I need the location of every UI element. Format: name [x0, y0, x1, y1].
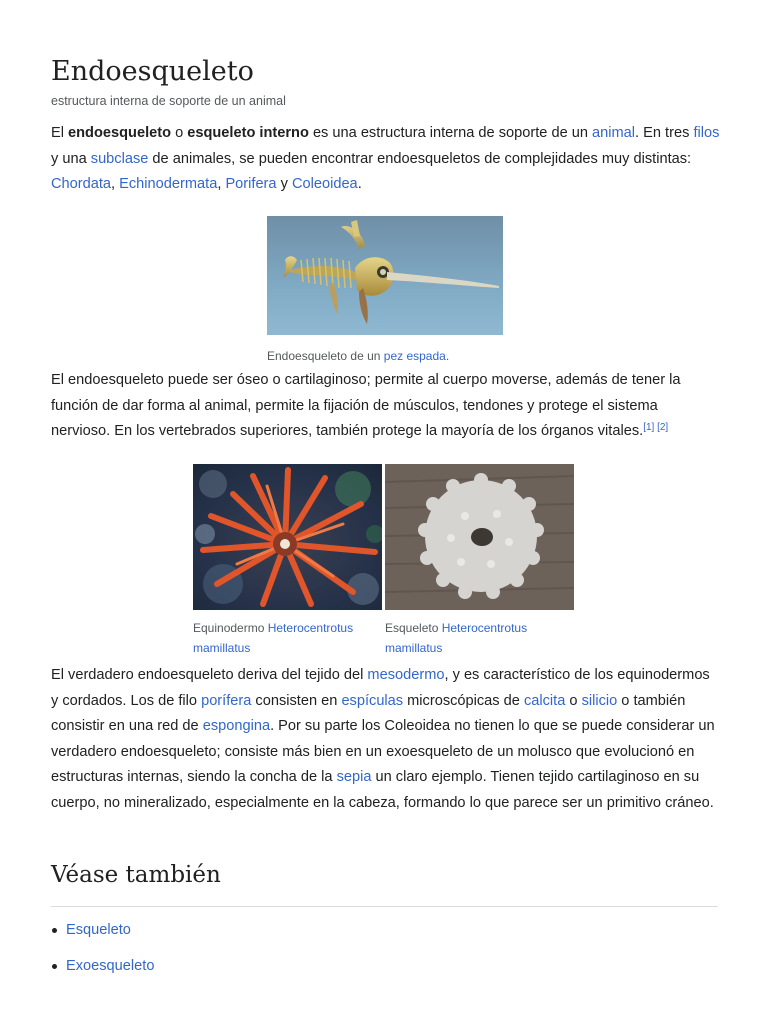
urchin-test-figure	[385, 464, 574, 658]
link-coleoidea[interactable]: Coleoidea	[291, 176, 358, 192]
link-echinodermata[interactable]: Echinodermata	[119, 176, 218, 192]
link-animal[interactable]: animal	[592, 125, 636, 141]
true-endoskeleton-paragraph: El verdadero endoesqueleto deriva del tejido del mesodermo, y es característico de los equinodermos y cordados. Los de filo porífera consisten en espículas microscópicas de calcita o silicio o también consistir en una red de espongina. Por su parte los Coleoidea no tienen lo que se puede considerar un verdadero endoesqueleto; consiste más bien en un exoesqueleto de un molusco que evolucionó en estructuras internas, siendo la concha de la sepia un claro ejemplo. Tienen tejido cartilaginoso en su cuerpo, no mineralizado, especialmente en la cabeza, formando lo que parece ser un primitivo cráneo.	[51, 667, 715, 811]
page-subtitle: estructura interna de soporte de un animal	[51, 94, 286, 108]
urchin-test-image[interactable]	[385, 464, 574, 615]
page-title: Endoesqueleto	[51, 56, 254, 87]
link-espongina[interactable]: espongina	[202, 718, 271, 734]
see-also-list	[51, 916, 154, 988]
link-heterocentrotus-2[interactable]: Heterocentrotus mamillatus	[385, 621, 528, 655]
see-also-heading: Véase también	[51, 862, 221, 888]
bullet-icon	[52, 928, 57, 933]
skeleton-function-paragraph: El endoesqueleto puede ser óseo o cartilaginoso; permite al cuerpo moverse, además de tener la función de dar forma al animal, permite la fijación de músculos, tendones y protege el sistema nervioso. En los vertebrados superiores, también protege la mayoría de los órganos vitales.[1] [2]	[51, 372, 681, 439]
list-item	[51, 916, 154, 952]
reference-2[interactable]: [2]	[657, 422, 669, 433]
link-mesodermo[interactable]: mesodermo	[367, 667, 445, 683]
bullet-icon	[52, 964, 57, 969]
link-especulas[interactable]: espículas	[341, 692, 404, 709]
bold-term-endoesqueleto: endoesqueleto	[68, 125, 172, 141]
link-esqueleto[interactable]: Esqueleto	[66, 922, 131, 938]
link-porifera-2[interactable]: porífera	[201, 692, 252, 709]
swordfish-caption: Endoesqueleto de un pez espada.	[267, 349, 450, 363]
intro-paragraph: El endoesqueleto o esqueleto interno es una estructura interna de soporte de un animal. En tres filos y una subclase de animales, se pueden encontrar endoesqueletos de complejidades muy distintas: Chordata, Echinodermata, Porifera y Coleoidea.	[51, 125, 720, 192]
link-heterocentrotus-1[interactable]: Heterocentrotus mamillatus	[193, 621, 354, 655]
urchin-test-caption: Esqueleto Heterocentrotus mamillatus	[385, 621, 528, 655]
bold-term-esqueleto-interno: esqueleto interno	[187, 125, 309, 141]
link-chordata[interactable]: Chordata	[51, 176, 112, 192]
link-silicio[interactable]: silicio	[581, 692, 618, 709]
link-calcita[interactable]: calcita	[523, 692, 566, 709]
link-porifera[interactable]: Porifera	[225, 176, 277, 192]
section-divider	[51, 906, 718, 907]
sea-urchin-image[interactable]	[193, 464, 382, 615]
list-item	[51, 952, 154, 988]
reference-1[interactable]: [1]	[643, 422, 655, 433]
link-exoesqueleto[interactable]: Exoesqueleto	[66, 958, 155, 974]
link-pez-espada[interactable]: pez espada	[383, 349, 446, 363]
link-filos[interactable]: filos	[693, 125, 720, 141]
sea-urchin-figure	[193, 464, 382, 658]
swordfish-skeleton-figure	[267, 216, 503, 367]
link-sepia[interactable]: sepia	[336, 769, 372, 785]
swordfish-skeleton-image[interactable]	[267, 216, 503, 340]
link-subclase[interactable]: subclase	[90, 150, 149, 167]
sea-urchin-caption: Equinodermo Heterocentrotus mamillatus	[193, 621, 354, 655]
